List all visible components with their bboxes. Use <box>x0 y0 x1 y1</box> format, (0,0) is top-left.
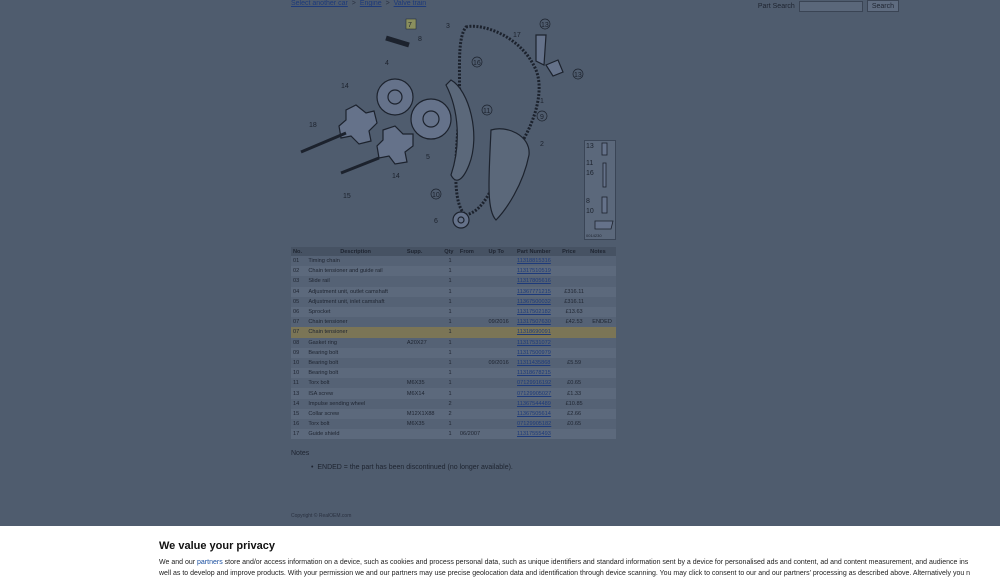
description-cell: ISA screw <box>306 388 405 398</box>
upto-cell <box>486 266 515 276</box>
part-no-cell: 15 <box>291 409 306 419</box>
part-search-input[interactable] <box>799 1 863 12</box>
supplement-cell: M12X1X88 <box>405 409 442 419</box>
detail-thumbnail-drawing <box>585 141 615 239</box>
part-number-cell <box>515 338 560 348</box>
search-button[interactable]: Search <box>867 0 899 12</box>
part-number-cell <box>515 378 560 388</box>
from-cell <box>458 368 487 378</box>
part-number-cell <box>515 266 560 276</box>
supplement-cell: M6X14 <box>405 388 442 398</box>
part-search-label: Part Search <box>757 2 795 10</box>
part-no-cell: 07 <box>291 327 306 337</box>
from-cell <box>458 419 487 429</box>
supplement-cell <box>405 307 442 317</box>
part-number-link[interactable]: 11317510519 <box>517 268 551 275</box>
from-cell <box>458 256 487 266</box>
upto-cell <box>486 338 515 348</box>
breadcrumb <box>291 0 426 7</box>
from-cell <box>458 378 487 388</box>
part-no-cell: 06 <box>291 307 306 317</box>
description-cell: Guide shield <box>306 429 405 439</box>
parts-diagram <box>291 15 616 241</box>
table-row <box>291 419 616 429</box>
table-row <box>291 256 616 266</box>
description-cell: Gasket ring <box>306 338 405 348</box>
callout-label: 5 <box>426 154 430 161</box>
supplement-cell <box>405 256 442 266</box>
notes-cell <box>588 327 616 337</box>
supplement-cell: A20X27 <box>405 338 442 348</box>
upto-cell <box>486 348 515 358</box>
qty-cell: 1 <box>442 307 458 317</box>
description-cell: Bearing bolt <box>306 368 405 378</box>
supplement-cell <box>405 358 442 368</box>
callout-label: 10 <box>432 192 440 199</box>
thumb-label: 13 <box>586 143 594 150</box>
part-number-link[interactable]: 11318678215 <box>517 370 551 377</box>
from-cell <box>458 276 487 286</box>
impulse-wheel-drawing <box>339 105 377 144</box>
from-cell <box>458 266 487 276</box>
price-cell: £316.11 <box>560 297 588 307</box>
breadcrumb-separator: > <box>351 0 356 7</box>
table-row <box>291 378 616 388</box>
part-number-link[interactable]: 11367500032 <box>517 298 551 305</box>
notes-cell <box>588 266 616 276</box>
breadcrumb-select-car-link[interactable]: Select another car <box>291 0 348 7</box>
thumb-label: 10 <box>586 208 594 215</box>
supplement-cell <box>405 368 442 378</box>
supplement-cell <box>405 327 442 337</box>
notes-cell <box>588 368 616 378</box>
notes-cell <box>588 348 616 358</box>
from-cell <box>458 338 487 348</box>
parts-table-header <box>291 247 616 256</box>
part-number-cell <box>515 429 560 439</box>
upto-cell <box>486 307 515 317</box>
from-cell <box>458 348 487 358</box>
qty-cell: 2 <box>442 399 458 409</box>
callout-label: 2 <box>540 141 544 148</box>
description-cell: Bearing bolt <box>306 348 405 358</box>
notes-cell <box>588 409 616 419</box>
notes-heading: Notes <box>291 450 310 457</box>
supplement-cell <box>405 287 442 297</box>
part-no-cell: 01 <box>291 256 306 266</box>
supplement-cell <box>405 297 442 307</box>
qty-cell: 2 <box>442 409 458 419</box>
from-cell <box>458 358 487 368</box>
qty-cell: 1 <box>442 287 458 297</box>
price-cell <box>560 368 588 378</box>
part-no-cell: 17 <box>291 429 306 439</box>
partners-link[interactable]: partners <box>197 559 223 566</box>
part-number-link[interactable]: 11318690091 <box>517 329 551 336</box>
price-cell: £2.66 <box>560 409 588 419</box>
price-cell <box>560 338 588 348</box>
consent-text: store and/or access information on a device, such as cookies and process personal data, such as unique identifiers and standard information sent by a device for personalised ads and content, ad and content measurement, and audience ins <box>222 559 969 566</box>
callout-label: 15 <box>343 193 351 200</box>
part-number-cell <box>515 399 560 409</box>
qty-cell: 1 <box>442 348 458 358</box>
table-row <box>291 317 616 327</box>
callout-label: 14 <box>392 173 400 180</box>
impulse-wheel-drawing <box>377 126 413 164</box>
part-no-cell: 10 <box>291 358 306 368</box>
consent-text-line2: well as to develop and improve products. With your permission we and our partners may use precise geolocation data and identification through device scanning. You may click to consent to our and our partners' processing as described above. Alternatively you n <box>159 570 971 577</box>
chain-tensioner-drawing <box>386 38 409 45</box>
callout-label: 13 <box>574 72 582 79</box>
part-number-cell <box>515 348 560 358</box>
part-no-cell: 11 <box>291 378 306 388</box>
part-no-cell: 05 <box>291 297 306 307</box>
upto-cell <box>486 276 515 286</box>
collar-screw-drawing <box>301 133 346 152</box>
table-row <box>291 388 616 398</box>
col-header: Notes <box>588 247 616 256</box>
guide-rail-drawing <box>446 80 474 180</box>
breadcrumb-valve-train-link[interactable]: Valve train <box>393 0 427 7</box>
from-cell: 06/2007 <box>458 429 487 439</box>
col-header: No. <box>291 247 306 256</box>
upto-cell <box>486 409 515 419</box>
supplement-cell <box>405 429 442 439</box>
from-cell <box>458 409 487 419</box>
price-cell: £316.11 <box>560 287 588 297</box>
callout-label: 11 <box>483 108 491 115</box>
part-number-link[interactable]: 11317507630 <box>517 319 551 326</box>
part-number-cell <box>515 358 560 368</box>
part-number-cell <box>515 409 560 419</box>
notes-cell <box>588 378 616 388</box>
col-header: Price <box>560 247 588 256</box>
collar-screw-drawing <box>341 158 379 173</box>
consent-title: We value your privacy <box>159 540 275 552</box>
notes-cell <box>588 338 616 348</box>
description-cell: Torx bolt <box>306 378 405 388</box>
table-row <box>291 297 616 307</box>
upto-cell <box>486 287 515 297</box>
upto-cell <box>486 297 515 307</box>
table-row <box>291 266 616 276</box>
qty-cell: 1 <box>442 358 458 368</box>
callout-label: 7 <box>408 22 412 29</box>
part-no-cell: 04 <box>291 287 306 297</box>
callout-label: 17 <box>513 32 521 39</box>
qty-cell: 1 <box>442 317 458 327</box>
notes-cell <box>588 429 616 439</box>
description-cell: Chain tensioner <box>306 327 405 337</box>
callout-label: 8 <box>418 36 422 43</box>
outlet-cam-adjuster-drawing <box>377 79 413 115</box>
callout-label: 3 <box>446 23 450 30</box>
table-row <box>291 338 616 348</box>
table-row <box>291 409 616 419</box>
notes-cell <box>588 256 616 266</box>
price-cell: £0.65 <box>560 378 588 388</box>
part-number-link[interactable]: 11367505614 <box>517 410 551 417</box>
notes-cell <box>588 276 616 286</box>
callout-label: 1 <box>540 98 544 105</box>
upto-cell <box>486 429 515 439</box>
supplement-cell <box>405 348 442 358</box>
table-row <box>291 287 616 297</box>
price-cell <box>560 327 588 337</box>
notes-cell <box>588 297 616 307</box>
qty-cell: 1 <box>442 429 458 439</box>
tensioner-rail-drawing <box>489 129 529 220</box>
part-no-cell: 09 <box>291 348 306 358</box>
part-number-link[interactable]: 11317805616 <box>517 278 551 285</box>
from-cell <box>458 297 487 307</box>
sprocket-drawing <box>453 212 469 228</box>
description-cell: Impulse sending wheel <box>306 399 405 409</box>
price-cell <box>560 256 588 266</box>
description-cell: Torx bolt <box>306 419 405 429</box>
description-cell: Adjustment unit, outlet camshaft <box>306 287 405 297</box>
table-row <box>291 276 616 286</box>
notes-cell <box>588 358 616 368</box>
supplement-cell <box>405 399 442 409</box>
price-cell: £1.33 <box>560 388 588 398</box>
qty-cell: 1 <box>442 368 458 378</box>
part-number-link[interactable]: 11367771215 <box>517 288 551 295</box>
part-number-link[interactable]: 11317531072 <box>517 339 551 346</box>
guide-shield-drawing <box>536 35 546 65</box>
price-cell: £5.59 <box>560 358 588 368</box>
part-search <box>758 0 899 12</box>
consent-text: We and our <box>159 559 198 566</box>
price-cell: £42.53 <box>560 317 588 327</box>
copyright: Copyright © RealOEM.com <box>291 513 352 519</box>
part-no-cell: 14 <box>291 399 306 409</box>
part-number-link[interactable]: 11367544489 <box>517 400 551 407</box>
breadcrumb-engine-link[interactable]: Engine <box>359 0 382 7</box>
part-no-cell: 02 <box>291 266 306 276</box>
col-header: Description <box>306 247 405 256</box>
notes-cell <box>588 399 616 409</box>
part-number-link[interactable]: 07129905182 <box>517 421 552 428</box>
breadcrumb-separator: > <box>385 0 390 7</box>
supplement-cell <box>405 317 442 327</box>
table-row <box>291 327 616 337</box>
description-cell: Slide rail <box>306 276 405 286</box>
upto-cell <box>486 399 515 409</box>
price-cell: £13.63 <box>560 307 588 317</box>
notes-cell <box>588 287 616 297</box>
part-number-link[interactable]: 11311435868 <box>517 359 551 366</box>
price-cell: £10.85 <box>560 399 588 409</box>
consent-text-line1 <box>159 559 1000 566</box>
callout-label: 14 <box>341 83 349 90</box>
from-cell <box>458 388 487 398</box>
price-cell <box>560 276 588 286</box>
part-no-cell: 03 <box>291 276 306 286</box>
notes-cell: ENDED <box>588 317 616 327</box>
part-number-link[interactable]: 11317555493 <box>517 431 551 438</box>
detail-thumbnail[interactable] <box>584 140 616 240</box>
thumb-label: 11 <box>586 160 594 167</box>
from-cell <box>458 327 487 337</box>
upto-cell <box>486 327 515 337</box>
qty-cell: 1 <box>442 327 458 337</box>
price-cell <box>560 266 588 276</box>
upto-cell: 09/2016 <box>486 358 515 368</box>
upto-cell <box>486 378 515 388</box>
part-number-link[interactable]: 11318815316 <box>517 258 551 265</box>
callout-label: 4 <box>385 60 389 67</box>
notes-item: • ENDED = the part has been discontinued (no longer available). <box>311 464 513 471</box>
thumb-label: 16 <box>586 170 594 177</box>
col-header: Supp. <box>405 247 442 256</box>
from-cell <box>458 287 487 297</box>
part-no-cell: 08 <box>291 338 306 348</box>
description-cell: Adjustment unit, inlet camshaft <box>306 297 405 307</box>
qty-cell: 1 <box>442 338 458 348</box>
col-header: Up To <box>486 247 515 256</box>
qty-cell: 1 <box>442 419 458 429</box>
part-number-link[interactable]: 07129905027 <box>517 390 552 397</box>
upto-cell <box>486 256 515 266</box>
part-number-cell <box>515 287 560 297</box>
description-cell: Sprocket <box>306 307 405 317</box>
table-row <box>291 399 616 409</box>
description-cell: Chain tensioner <box>306 317 405 327</box>
qty-cell: 1 <box>442 378 458 388</box>
callout-label: 6 <box>434 218 438 225</box>
upto-cell <box>486 368 515 378</box>
table-row <box>291 307 616 317</box>
inlet-cam-adjuster-drawing <box>411 99 451 139</box>
price-cell: £0.65 <box>560 419 588 429</box>
upto-cell: 09/2016 <box>486 317 515 327</box>
from-cell <box>458 317 487 327</box>
privacy-consent-banner <box>0 526 1000 578</box>
qty-cell: 1 <box>442 388 458 398</box>
from-cell <box>458 307 487 317</box>
callout-label: 13 <box>541 22 549 29</box>
part-number-cell <box>515 368 560 378</box>
notes-cell <box>588 388 616 398</box>
part-no-cell: 07 <box>291 317 306 327</box>
supplement-cell <box>405 266 442 276</box>
part-no-cell: 13 <box>291 388 306 398</box>
callout-label: 18 <box>309 122 317 129</box>
description-cell: Timing chain <box>306 256 405 266</box>
notes-cell <box>588 307 616 317</box>
part-number-cell <box>515 419 560 429</box>
description-cell: Chain tensioner and guide rail <box>306 266 405 276</box>
col-header: From <box>458 247 487 256</box>
notes-item-text: ENDED = the part has been discontinued (no longer available). <box>317 464 513 471</box>
part-no-cell: 10 <box>291 368 306 378</box>
thumb-caption: 0014230 <box>586 233 602 238</box>
supplement-cell: M6X35 <box>405 419 442 429</box>
table-row <box>291 348 616 358</box>
supplement-cell <box>405 276 442 286</box>
thumb-label: 8 <box>586 198 590 205</box>
qty-cell: 1 <box>442 256 458 266</box>
upto-cell <box>486 388 515 398</box>
notes-cell <box>588 419 616 429</box>
part-number-cell <box>515 256 560 266</box>
callout-label: 9 <box>540 114 544 121</box>
table-row <box>291 429 616 439</box>
description-cell: Bearing bolt <box>306 358 405 368</box>
table-row <box>291 368 616 378</box>
part-no-cell: 16 <box>291 419 306 429</box>
part-number-cell <box>515 297 560 307</box>
col-header: Part Number <box>515 247 560 256</box>
callout-label: 16 <box>473 60 481 67</box>
description-cell: Collar screw <box>306 409 405 419</box>
part-number-link[interactable]: 11317502182 <box>517 309 551 316</box>
part-number-cell <box>515 327 560 337</box>
part-number-cell <box>515 388 560 398</box>
qty-cell: 1 <box>442 297 458 307</box>
col-header: Qty <box>442 247 458 256</box>
part-number-cell <box>515 276 560 286</box>
price-cell <box>560 429 588 439</box>
part-number-cell <box>515 307 560 317</box>
qty-cell: 1 <box>442 266 458 276</box>
part-number-link[interactable]: 07129916192 <box>517 380 552 387</box>
price-cell <box>560 348 588 358</box>
upto-cell <box>486 419 515 429</box>
qty-cell: 1 <box>442 276 458 286</box>
supplement-cell: M6X35 <box>405 378 442 388</box>
part-number-cell <box>515 317 560 327</box>
part-number-link[interactable]: 11317500979 <box>517 349 551 356</box>
parts-table <box>291 247 616 439</box>
from-cell <box>458 399 487 409</box>
table-row <box>291 358 616 368</box>
